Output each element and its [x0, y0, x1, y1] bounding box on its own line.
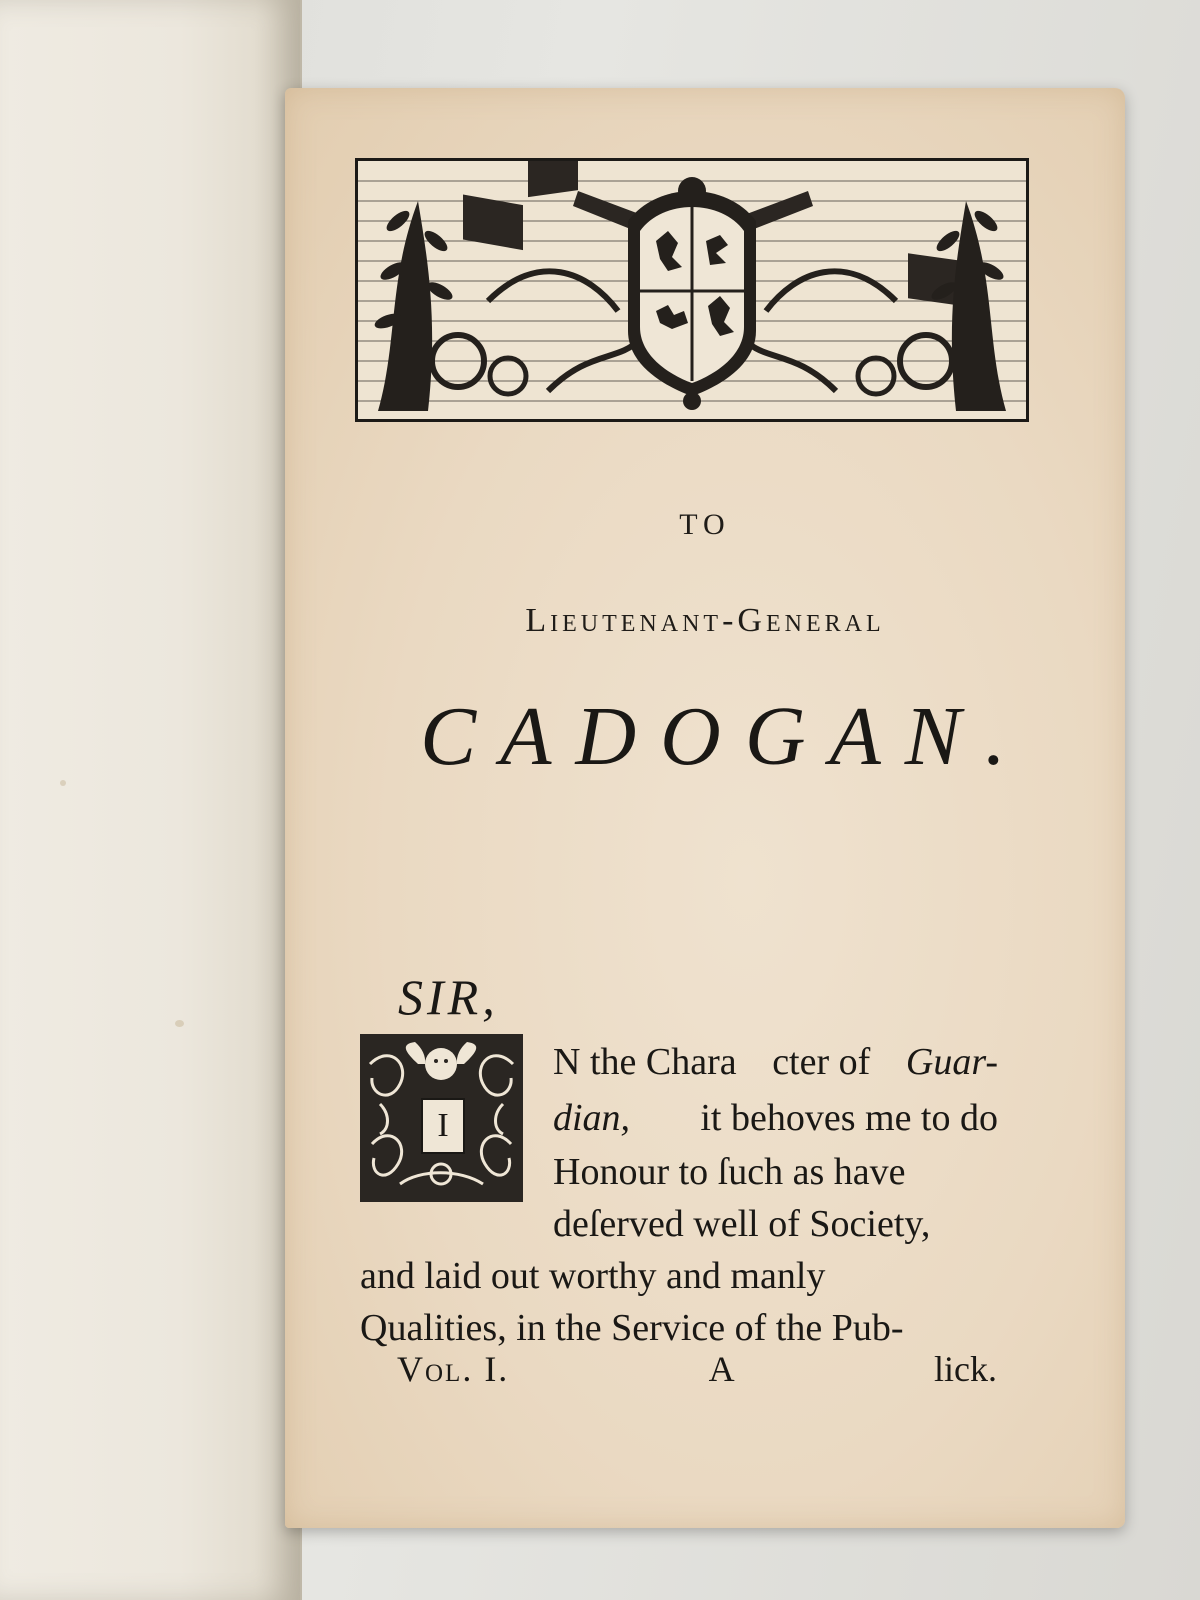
volume-mark: Vol. I. [397, 1349, 510, 1389]
coat-of-arms-engraving [358, 161, 1026, 419]
foxing-spot [60, 780, 66, 786]
decorated-initial [360, 1034, 523, 1202]
left-page [0, 0, 302, 1600]
text-line-1-part-c: Guar- [905, 1041, 998, 1083]
drop-cap-letter: I [421, 1098, 465, 1154]
text-line-2 [553, 1096, 998, 1140]
salutation: SIR, [398, 969, 499, 1025]
heading-to: TO [679, 508, 731, 541]
foxing-spot [175, 1020, 184, 1027]
heading-rank: Lieutenant-General [525, 602, 885, 639]
page-footer [397, 1348, 997, 1390]
text-line-1 [553, 1040, 998, 1084]
text-line-5: and laid out worthy and manly [360, 1255, 826, 1297]
text-line-2-part-b: it behoves me to do [700, 1097, 998, 1139]
text-line-1-part-b: cter of [772, 1041, 871, 1083]
right-page [285, 88, 1125, 1528]
text-line-3: Honour to ſuch as have [553, 1151, 906, 1193]
text-line-2-part-a: dian, [553, 1097, 631, 1139]
text-line-4: deſerved well of Society, [553, 1203, 931, 1245]
catchword: lick. [934, 1349, 997, 1389]
heading-name: CADOGAN. [420, 690, 1030, 783]
text-line-1-part-a: N the Chara [553, 1041, 737, 1083]
signature-mark: A [708, 1349, 735, 1389]
text-line-6: Qualities, in the Service of the Pub- [360, 1307, 904, 1349]
ornamental-headpiece [355, 158, 1029, 422]
